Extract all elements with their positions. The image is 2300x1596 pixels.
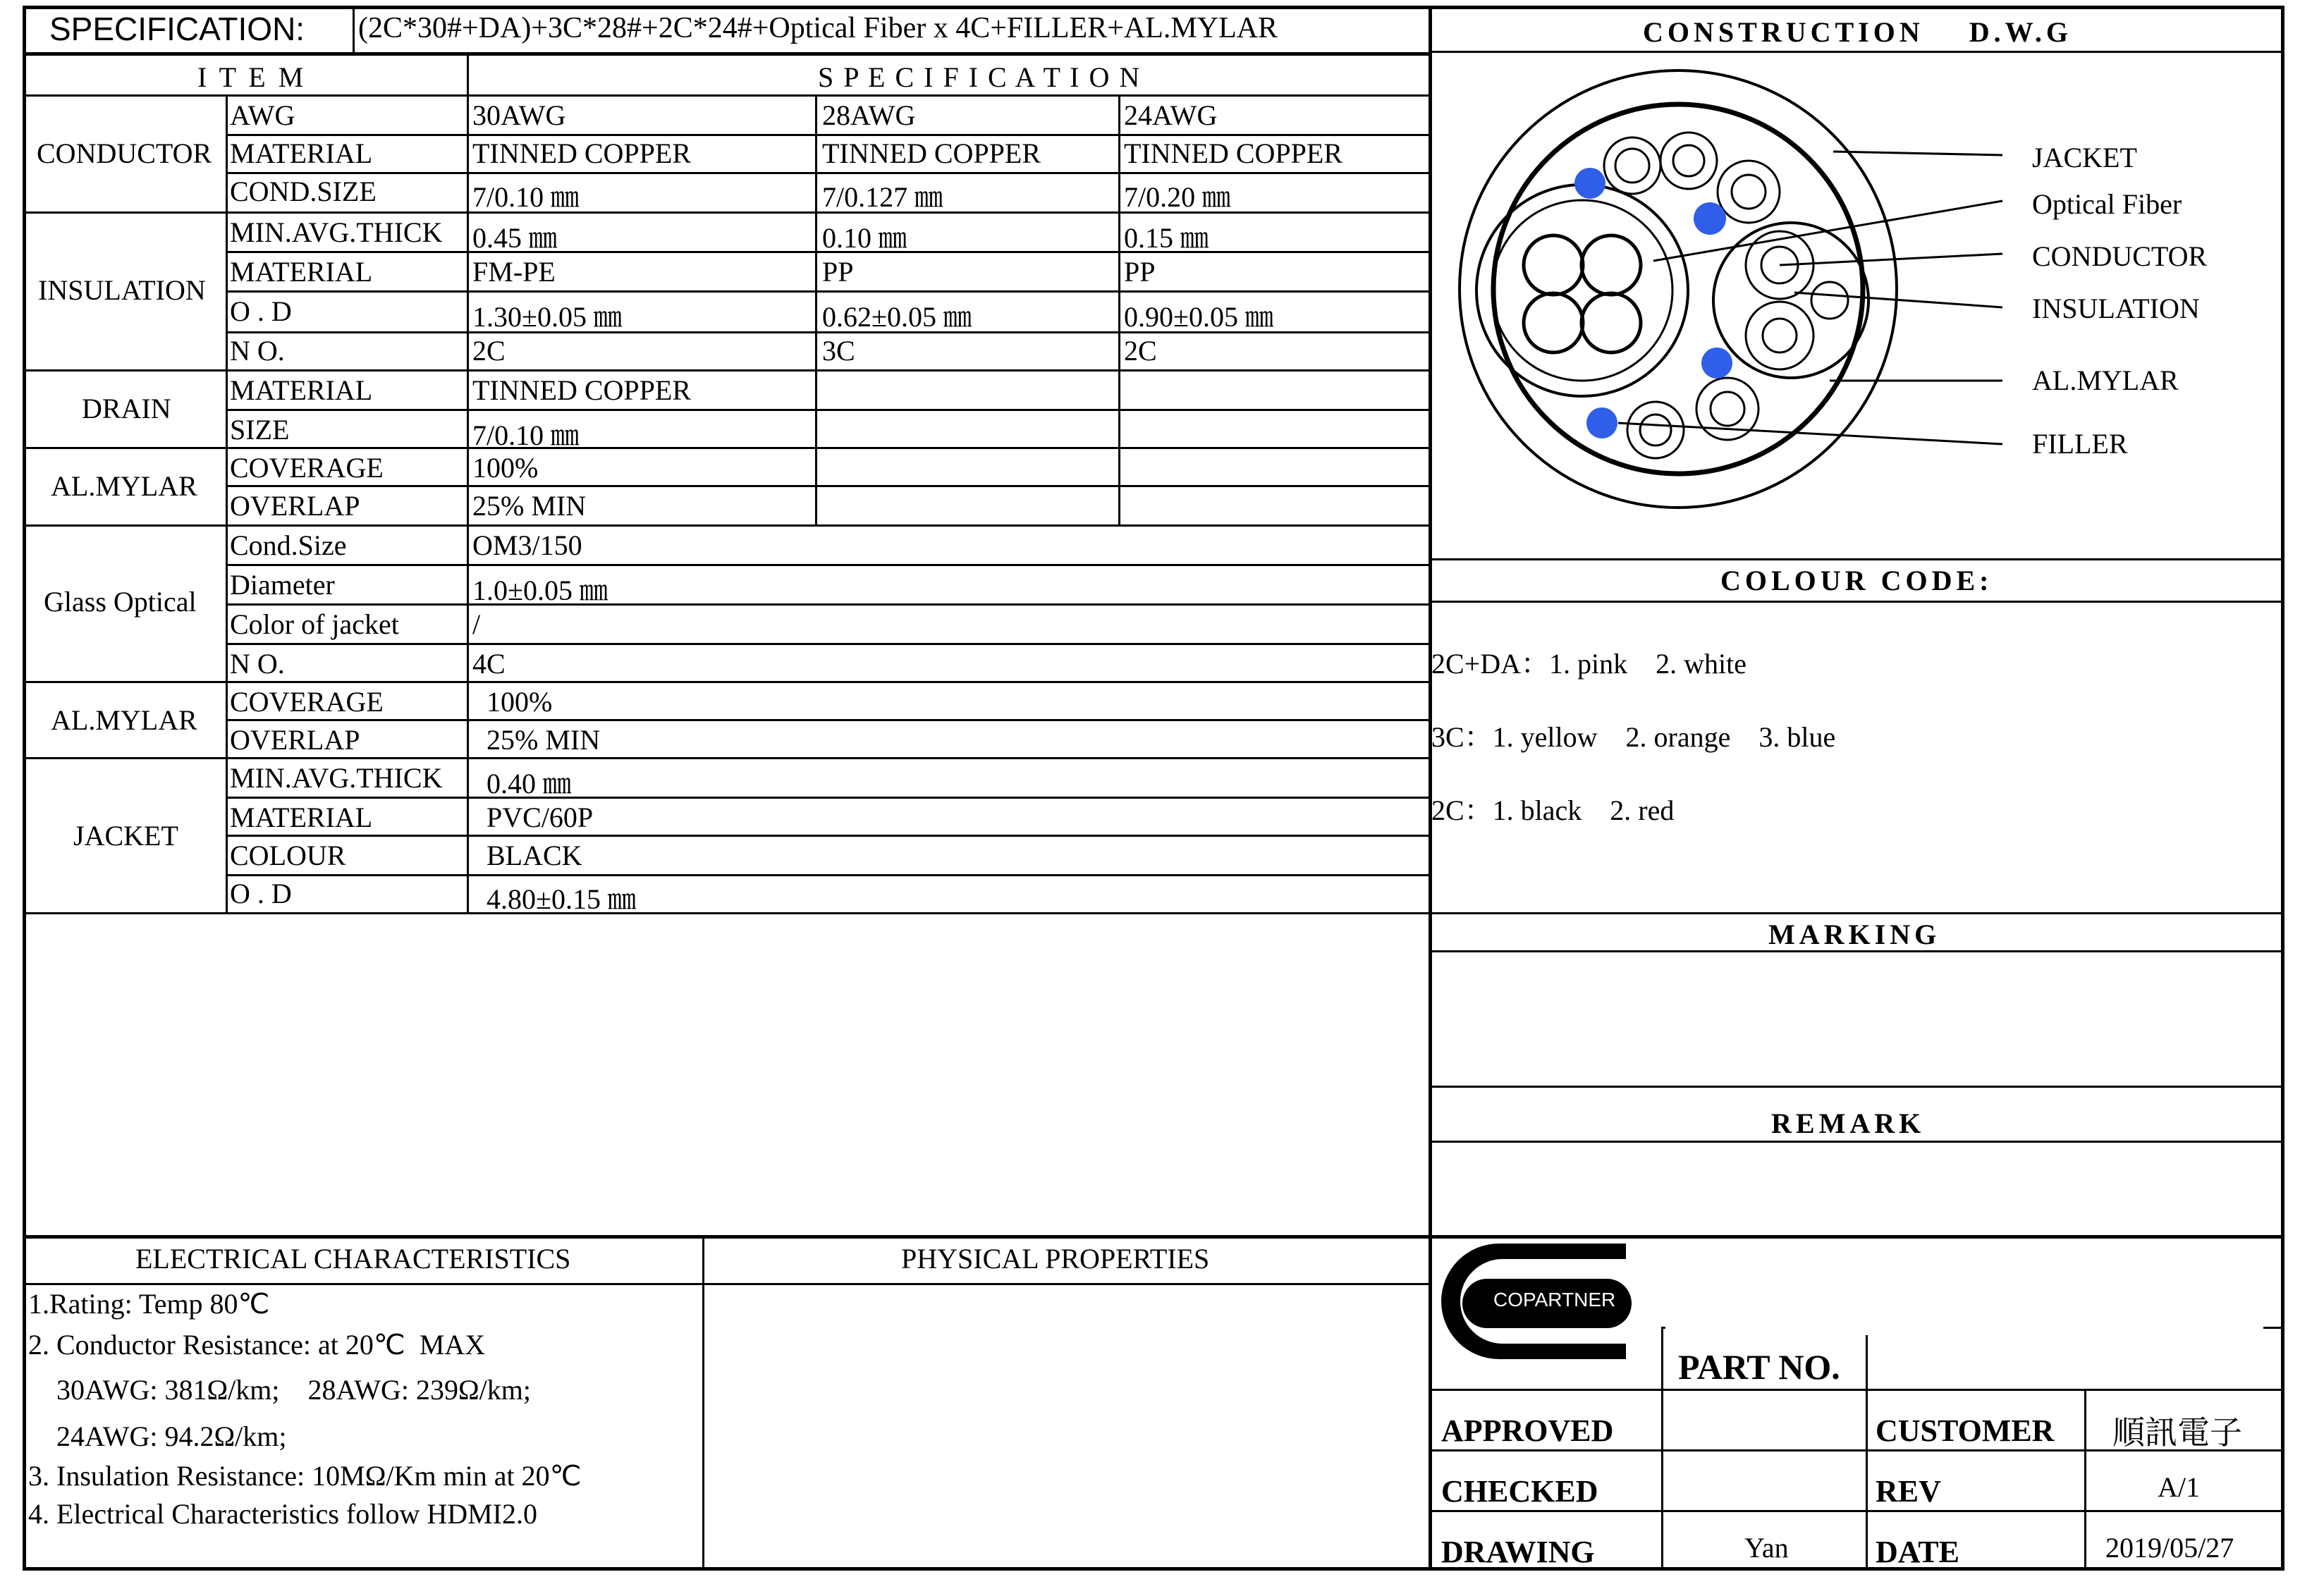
divider <box>702 1236 704 1569</box>
divider <box>353 7 355 54</box>
divider <box>2263 1327 2284 1329</box>
divider <box>1430 1141 2283 1143</box>
divider <box>1430 1389 2283 1391</box>
group-insulation: INSULATION <box>38 274 206 306</box>
row-value: 2C <box>472 335 506 367</box>
rev-label: REV <box>1876 1474 1941 1509</box>
row-value: 0.15 ㎜ <box>1124 222 1209 254</box>
divider <box>1430 950 2283 952</box>
divider <box>24 94 1430 97</box>
filler-group <box>1574 168 1732 438</box>
row-value: 1.30±0.05 ㎜ <box>472 301 622 333</box>
row-value: 7/0.10 ㎜ <box>472 419 580 451</box>
conductor-28awg <box>1732 175 1766 209</box>
row-attr: N O. <box>230 335 285 367</box>
divider <box>226 94 228 912</box>
insulation-28awg <box>1718 161 1780 223</box>
divider <box>1118 94 1120 524</box>
colour-code-line: 2C：1. black 2. red <box>1431 794 1675 826</box>
row-attr: SIZE <box>230 414 290 446</box>
divider <box>1430 601 2283 603</box>
insulation-28awg <box>1627 402 1684 458</box>
divider <box>24 681 1430 683</box>
row-value: 0.90±0.05 ㎜ <box>1124 301 1273 333</box>
divider <box>1430 1449 2283 1451</box>
row-value: 24AWG <box>1124 99 1218 131</box>
jacket-outline <box>1460 70 1897 508</box>
divider <box>1430 51 2283 53</box>
drawing-title: CONSTRUCTION D.W.G <box>1643 16 2073 48</box>
row-value: TINNED COPPER <box>472 374 692 406</box>
drawing-label-conductor: CONDUCTOR <box>2032 240 2208 272</box>
electrical-line: 4. Electrical Characteristics follow HDMI2.0 <box>28 1498 537 1530</box>
remark-title: REMARK <box>1771 1107 1926 1139</box>
drawing-value: Yan <box>1744 1532 1789 1564</box>
checked-label: CHECKED <box>1441 1474 1598 1509</box>
row-value: 28AWG <box>822 99 916 131</box>
insulation-24awg <box>1746 302 1813 369</box>
row-attr: N O. <box>230 648 285 680</box>
spec-label: SPECIFICATION: <box>49 11 305 47</box>
row-value: OM3/150 <box>472 529 582 561</box>
divider <box>226 172 1430 174</box>
insulation-28awg <box>1604 137 1660 194</box>
row-attr: COND.SIZE <box>230 176 377 207</box>
approved-label: APPROVED <box>1441 1413 1614 1448</box>
row-value: TINNED COPPER <box>472 137 692 169</box>
divider <box>24 757 1430 759</box>
group-conductor: CONDUCTOR <box>37 137 212 169</box>
rev-value: A/1 <box>2158 1471 2200 1503</box>
row-value: PVC/60P <box>472 802 594 833</box>
divider <box>226 603 1430 606</box>
conductor-28awg <box>1615 149 1649 183</box>
date-label: DATE <box>1876 1535 1959 1569</box>
divider <box>1430 912 2283 914</box>
divider <box>1429 7 1432 1568</box>
group-almylar: AL.MYLAR <box>51 470 197 502</box>
divider <box>226 643 1430 645</box>
row-value: 100% <box>472 452 539 484</box>
divider <box>1430 558 2283 560</box>
row-attr: Cond.Size <box>230 529 347 561</box>
drawing-label-filler: FILLER <box>2032 428 2128 460</box>
divider <box>1866 1335 1868 1571</box>
divider <box>226 485 1430 487</box>
conductor-28awg <box>1673 145 1704 176</box>
al-mylar-outline <box>1493 104 1863 474</box>
row-attr: Diameter <box>230 569 335 601</box>
customer-value: 順訊電子 <box>2112 1415 2242 1451</box>
row-attr: COLOUR <box>230 840 346 871</box>
filler-icon <box>1586 407 1617 438</box>
physical-title: PHYSICAL PROPERTIES <box>901 1243 1210 1275</box>
divider <box>226 134 1430 136</box>
row-attr: MATERIAL <box>230 256 373 288</box>
row-attr: MIN.AVG.THICK <box>230 762 443 794</box>
divider <box>226 874 1430 876</box>
divider <box>24 52 1431 56</box>
group-almylar: AL.MYLAR <box>51 704 197 736</box>
conductor-30awg <box>1524 235 1583 295</box>
leader-line <box>1794 293 2002 307</box>
conductor-30awg <box>1524 293 1583 352</box>
drawing-label-al-mylar: AL.MYLAR <box>2032 364 2179 396</box>
group-glass-optical: Glass Optical <box>44 586 197 618</box>
row-value: 25% MIN <box>472 490 587 522</box>
row-value: / <box>472 608 481 640</box>
divider <box>226 835 1430 837</box>
divider <box>226 719 1430 721</box>
colour-code-title: COLOUR CODE: <box>1720 565 1993 596</box>
divider <box>1661 1327 1663 1571</box>
row-value: 30AWG <box>472 99 566 131</box>
divider <box>24 447 1430 449</box>
drain-wire <box>1811 282 1848 319</box>
row-value: 7/0.10 ㎜ <box>472 181 580 213</box>
row-value: 0.10 ㎜ <box>822 222 907 254</box>
divider <box>467 54 469 912</box>
row-attr: Color of jacket <box>230 608 399 640</box>
row-value: BLACK <box>472 840 582 871</box>
electrical-line: 30AWG: 381Ω/km; 28AWG: 239Ω/km; <box>28 1374 532 1406</box>
row-value: 7/0.20 ㎜ <box>1124 181 1231 213</box>
row-value: 100% <box>472 686 553 718</box>
filler-icon <box>1694 202 1726 235</box>
row-value: TINNED COPPER <box>1124 137 1343 169</box>
part-no-label: PART NO. <box>1678 1347 1840 1387</box>
group-jacket: JACKET <box>73 820 178 852</box>
pair-group-outline <box>1476 185 1688 396</box>
row-attr: COVERAGE <box>230 686 384 718</box>
divider <box>2084 1389 2086 1571</box>
row-value: PP <box>1124 256 1156 288</box>
row-attr: OVERLAP <box>230 724 360 756</box>
electrical-line: 1.Rating: Temp 80℃ <box>28 1288 270 1320</box>
customer-label: CUSTOMER <box>1876 1413 2055 1448</box>
electrical-title: ELECTRICAL CHARACTERISTICS <box>135 1243 571 1275</box>
drawing-label-insulation: INSULATION <box>2032 293 2200 324</box>
group-drain: DRAIN <box>82 393 171 424</box>
row-attr: MATERIAL <box>230 802 373 833</box>
item-header: I T E M <box>197 61 307 93</box>
row-attr: MIN.AVG.THICK <box>230 216 443 248</box>
divider <box>226 564 1430 566</box>
filler-icon <box>1701 348 1732 379</box>
row-attr: O . D <box>230 878 292 909</box>
spec-value: (2C*30#+DA)+3C*28#+2C*24#+Optical Fiber x 4C+FILLER+AL.MYLAR <box>358 12 1278 44</box>
marking-title: MARKING <box>1768 919 1941 950</box>
divider <box>24 1283 1430 1285</box>
row-attr: COVERAGE <box>230 452 384 484</box>
row-value: 0.40 ㎜ <box>472 768 571 799</box>
row-value: 0.62±0.05 ㎜ <box>822 301 972 333</box>
row-value: 4C <box>472 648 506 680</box>
row-value: 7/0.127 ㎜ <box>822 181 943 213</box>
row-attr: MATERIAL <box>230 137 373 169</box>
drawing-label-optical-fiber: Optical Fiber <box>2032 188 2182 220</box>
electrical-line: 3. Insulation Resistance: 10MΩ/Km min at 20℃ <box>28 1460 582 1492</box>
divider <box>1430 1086 2283 1088</box>
divider <box>24 912 1430 914</box>
divider <box>815 94 817 524</box>
row-value: PP <box>822 256 854 288</box>
divider <box>226 797 1430 799</box>
row-attr: O . D <box>230 295 292 327</box>
filler-icon <box>1574 168 1605 199</box>
leader-line <box>1618 423 2002 444</box>
conductor-24awg <box>1763 319 1797 352</box>
row-value: FM-PE <box>472 256 556 288</box>
spec-header: S P E C I F I C A T I O N <box>818 61 1142 93</box>
logo-text: COPARTNER <box>1493 1289 1616 1310</box>
pair-group-inner <box>1492 200 1672 381</box>
conductor-28awg <box>1711 392 1744 426</box>
leader-line <box>1833 152 2002 155</box>
row-attr: AWG <box>230 99 295 131</box>
electrical-line: 2. Conductor Resistance: at 20℃ MAX <box>28 1329 486 1361</box>
row-value: 2C <box>1124 335 1157 367</box>
row-value: 25% MIN <box>472 724 601 756</box>
conductor-30awg <box>1582 293 1641 352</box>
row-value: 4.80±0.15 ㎜ <box>472 883 636 915</box>
divider <box>1430 1510 2283 1512</box>
electrical-line: 24AWG: 94.2Ω/km; <box>28 1420 287 1452</box>
conductor-28awg <box>1640 415 1671 446</box>
drawing-label-jacket: JACKET <box>2032 142 2137 173</box>
row-value: 1.0±0.05 ㎜ <box>472 575 608 606</box>
row-attr: MATERIAL <box>230 374 373 406</box>
row-value: 0.45 ㎜ <box>472 222 557 254</box>
row-attr: OVERLAP <box>230 490 360 522</box>
colour-code-line: 3C：1. yellow 2. orange 3. blue <box>1431 721 1836 753</box>
divider <box>226 290 1430 293</box>
divider <box>226 409 1430 411</box>
conductor-30awg <box>1582 235 1641 295</box>
divider <box>24 369 1430 372</box>
divider <box>24 524 1430 527</box>
date-value: 2019/05/27 <box>2105 1532 2234 1564</box>
divider <box>24 1235 2283 1239</box>
row-value: TINNED COPPER <box>822 137 1041 169</box>
colour-code-line: 2C+DA：1. pink 2. white <box>1431 648 1747 680</box>
drawing-label: DRAWING <box>1441 1535 1595 1569</box>
row-value: 3C <box>822 335 855 367</box>
insulation-28awg <box>1660 133 1717 189</box>
